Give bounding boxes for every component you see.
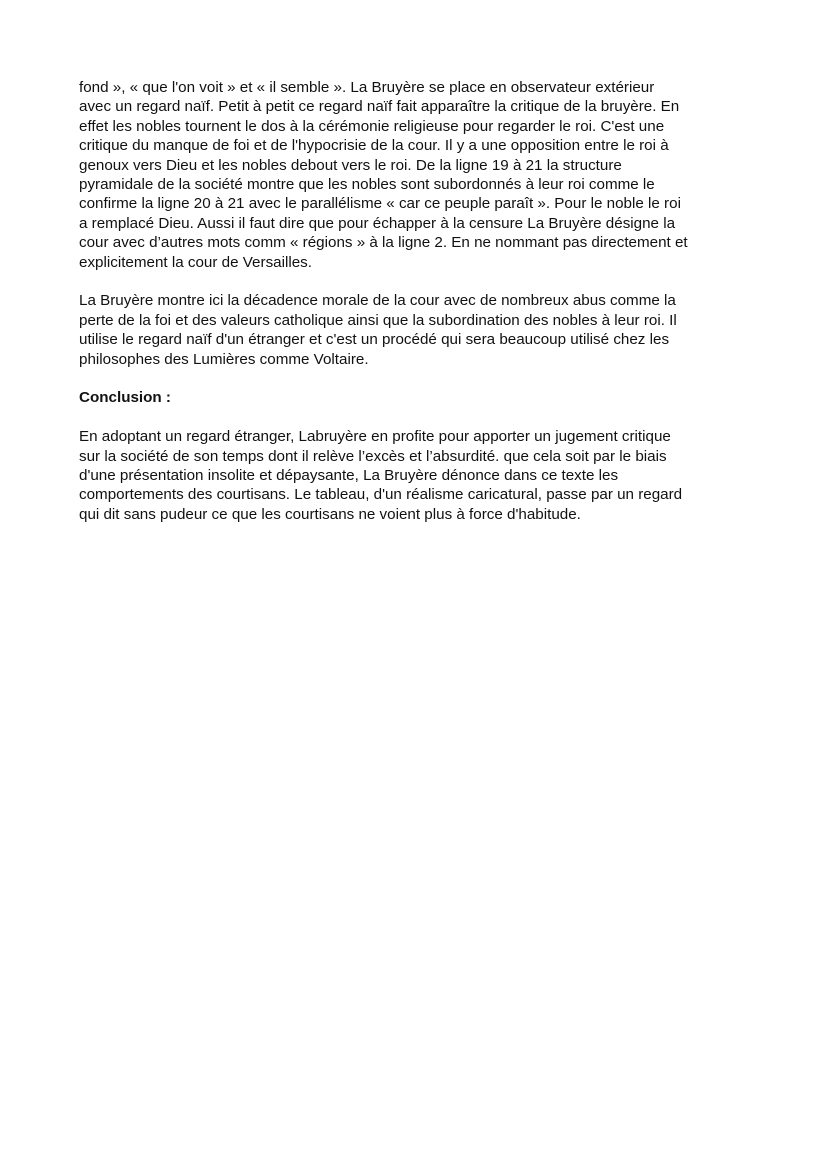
text-line: avec un regard naïf. Petit à petit ce regard naïf fait apparaître la critique de la bruyère. En: [79, 98, 680, 116]
text-line: sur la société de son temps dont il relève l’excès et l’absurdité. que cela soit par le biais: [79, 447, 667, 465]
text-line: effet les nobles tournent le dos à la cérémonie religieuse pour regarder le roi. C'est une: [79, 117, 665, 135]
text-line: pyramidale de la société montre que les nobles sont subordonnés à leur roi comme le: [79, 176, 655, 194]
text-line: qui dit sans pudeur ce que les courtisans ne voient plus à force d'habitude.: [79, 505, 581, 523]
text-line: a remplacé Dieu. Aussi il faut dire que pour échapper à la censure La Bruyère désigne la: [79, 214, 676, 232]
text-line: En adoptant un regard étranger, Labruyère en profite pour apporter un jugement critique: [79, 428, 671, 446]
text-line: philosophes des Lumières comme Voltaire.: [79, 350, 369, 368]
conclusion-heading: Conclusion :: [79, 389, 171, 407]
text-line: critique du manque de foi et de l'hypocrisie de la cour. Il y a une opposition entre le roi à: [79, 137, 669, 155]
text-line: comportements des courtisans. Le tableau, d'un réalisme caricatural, passe par un regard: [79, 486, 683, 504]
text-line: genoux vers Dieu et les nobles debout vers le roi. De la ligne 19 à 21 la structure: [79, 156, 622, 174]
text-line: confirme la ligne 20 à 21 avec le parallélisme « car ce peuple paraît ». Pour le noble le roi: [79, 195, 681, 213]
text-line: perte de la foi et des valeurs catholique ainsi que la subordination des nobles à leur roi. Il: [79, 311, 677, 329]
text-line: utilise le regard naïf d'un étranger et c'est un procédé qui sera beaucoup utilisé chez les: [79, 331, 670, 349]
text-line: cour avec d’autres mots comm « régions » à la ligne 2. En ne nommant pas directement et: [79, 234, 688, 252]
body-paragraph-analysis: [79, 78, 759, 272]
document-page: [79, 78, 759, 544]
body-paragraph-summary: [79, 291, 759, 369]
text-line: explicitement la cour de Versailles.: [79, 253, 312, 271]
text-line: d'une présentation insolite et dépaysante, La Bruyère dénonce dans ce texte les: [79, 467, 619, 485]
text-line: La Bruyère montre ici la décadence morale de la cour avec de nombreux abus comme la: [79, 292, 676, 310]
conclusion-paragraph: [79, 427, 759, 524]
text-line: fond », « que l'on voit » et « il semble ». La Bruyère se place en observateur extérieur: [79, 79, 655, 96]
